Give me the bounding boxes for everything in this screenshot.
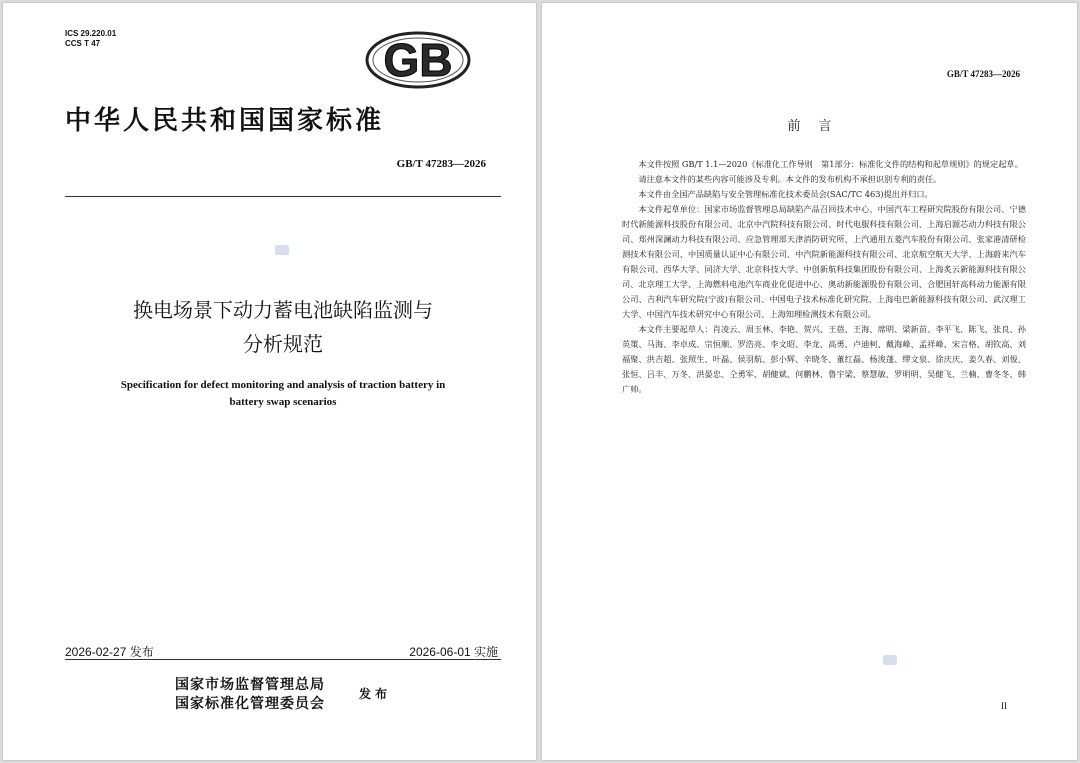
title-zh-line2: 分析规范 <box>243 332 323 356</box>
foreword-paragraph: 本文件主要起草人：肖凌云、周玉林、李艳、贺兴、王蓓、王海、席明、梁新苗、李平飞、陈飞、张良、孙英策、马海、李卓成、宗恒顺、罗浩亮、李文昭、李龙、高勇、卢迪柯、戴海峰、孟祥峰、宋言格、胡钦高、刘福聚、洪吉超、张照生、叶磊、侯羽航、彭小辉、辛晓冬、董红磊、杨浚蓬、缪文泉、徐庆庆、姜久春、刘俊、张恒、吕丰、万冬、洪晏忠、仝勇军、胡健斌、何鹏林、鲁宇梁、蔡慧敏、罗明明、吴健飞、兰楠、曹冬冬、韩广帅。 <box>622 324 1026 394</box>
bottom-divider <box>65 659 501 660</box>
standard-title: 中华人民共和国国家标准 <box>65 106 385 136</box>
foreword-title: 前言 <box>787 119 850 134</box>
top-divider <box>65 196 501 197</box>
header-standard-number: GB/T 47283—2026 <box>946 69 1020 79</box>
gb-logo-icon <box>365 31 471 89</box>
standard-number: GB/T 47283—2026 <box>396 158 486 170</box>
issuing-authorities <box>175 676 325 714</box>
title-en-line2: battery swap scenarios <box>229 396 337 408</box>
foreword-page <box>542 3 1077 760</box>
issuer-sac: 国家标准化管理委员会 <box>175 696 325 712</box>
classification-codes <box>65 29 116 49</box>
ccs-code: CCS T 47 <box>65 39 101 48</box>
title-en-line1: Specification for defect monitoring and analysis of traction battery in <box>120 379 446 391</box>
watermark-icon <box>883 655 897 665</box>
foreword-paragraph: 请注意本文件的某些内容可能涉及专利。本文件的发布机构不承担识别专利的责任。 <box>638 174 942 184</box>
watermark-icon <box>275 245 289 255</box>
gb-logo-text: GB <box>383 34 453 86</box>
ics-code: ICS 29.220.01 <box>65 29 117 38</box>
publish-label: 发布 <box>359 687 392 701</box>
foreword-body <box>622 157 1026 397</box>
publish-date: 2026-02-27 发布 <box>65 645 154 659</box>
implement-date: 2026-06-01 实施 <box>409 645 498 659</box>
issuer-samr: 国家市场监督管理总局 <box>175 677 325 693</box>
foreword-paragraph: 本文件起草单位：国家市场监督管理总局缺陷产品召回技术中心、中国汽车工程研究院股份有限公司、宁德时代新能源科技股份有限公司、北京中汽院科技有限公司、时代电服科技有限公司、上海启源芯动力科技有限公司、郑州深澜动力科技有限公司、应急管理部天津消防研究所、上汽通用五菱汽车股份有限公司、张家港清研检测技术有限公司、中国质量认证中心有限公司、中汽院新能源科技有限公司、北京航空航天大学、上海蔚来汽车有限公司、西华大学、同济大学、北京科技大学、中创新航科技集团股份有限公司、上海炙云新能源科技有限公司、北京理工大学、上海燃料电池汽车商业化促进中心、奥动新能源股份有限公司、合肥国轩高科动力能源有限公司、吉利汽车研究院(宁波)有限公司、中国电子技术标准化研究院、上海电巴新能源科技有限公司、武汉理工大学、中国汽车技术研究中心有限公司、上海知理检测技术有限公司。 <box>622 204 1026 319</box>
page-number: II <box>1001 701 1007 711</box>
cover-page <box>3 3 536 760</box>
title-zh-line1: 换电场景下动力蓄电池缺陷监测与 <box>133 298 433 322</box>
foreword-paragraph: 本文件按照 GB/T 1.1—2020《标准化工作导则 第1部分：标准化文件的结构和起草规则》的规定起草。 <box>638 159 1023 169</box>
foreword-paragraph: 本文件由全国产品缺陷与安全管理标准化技术委员会(SAC/TC 463)提出并归口。 <box>638 189 933 199</box>
